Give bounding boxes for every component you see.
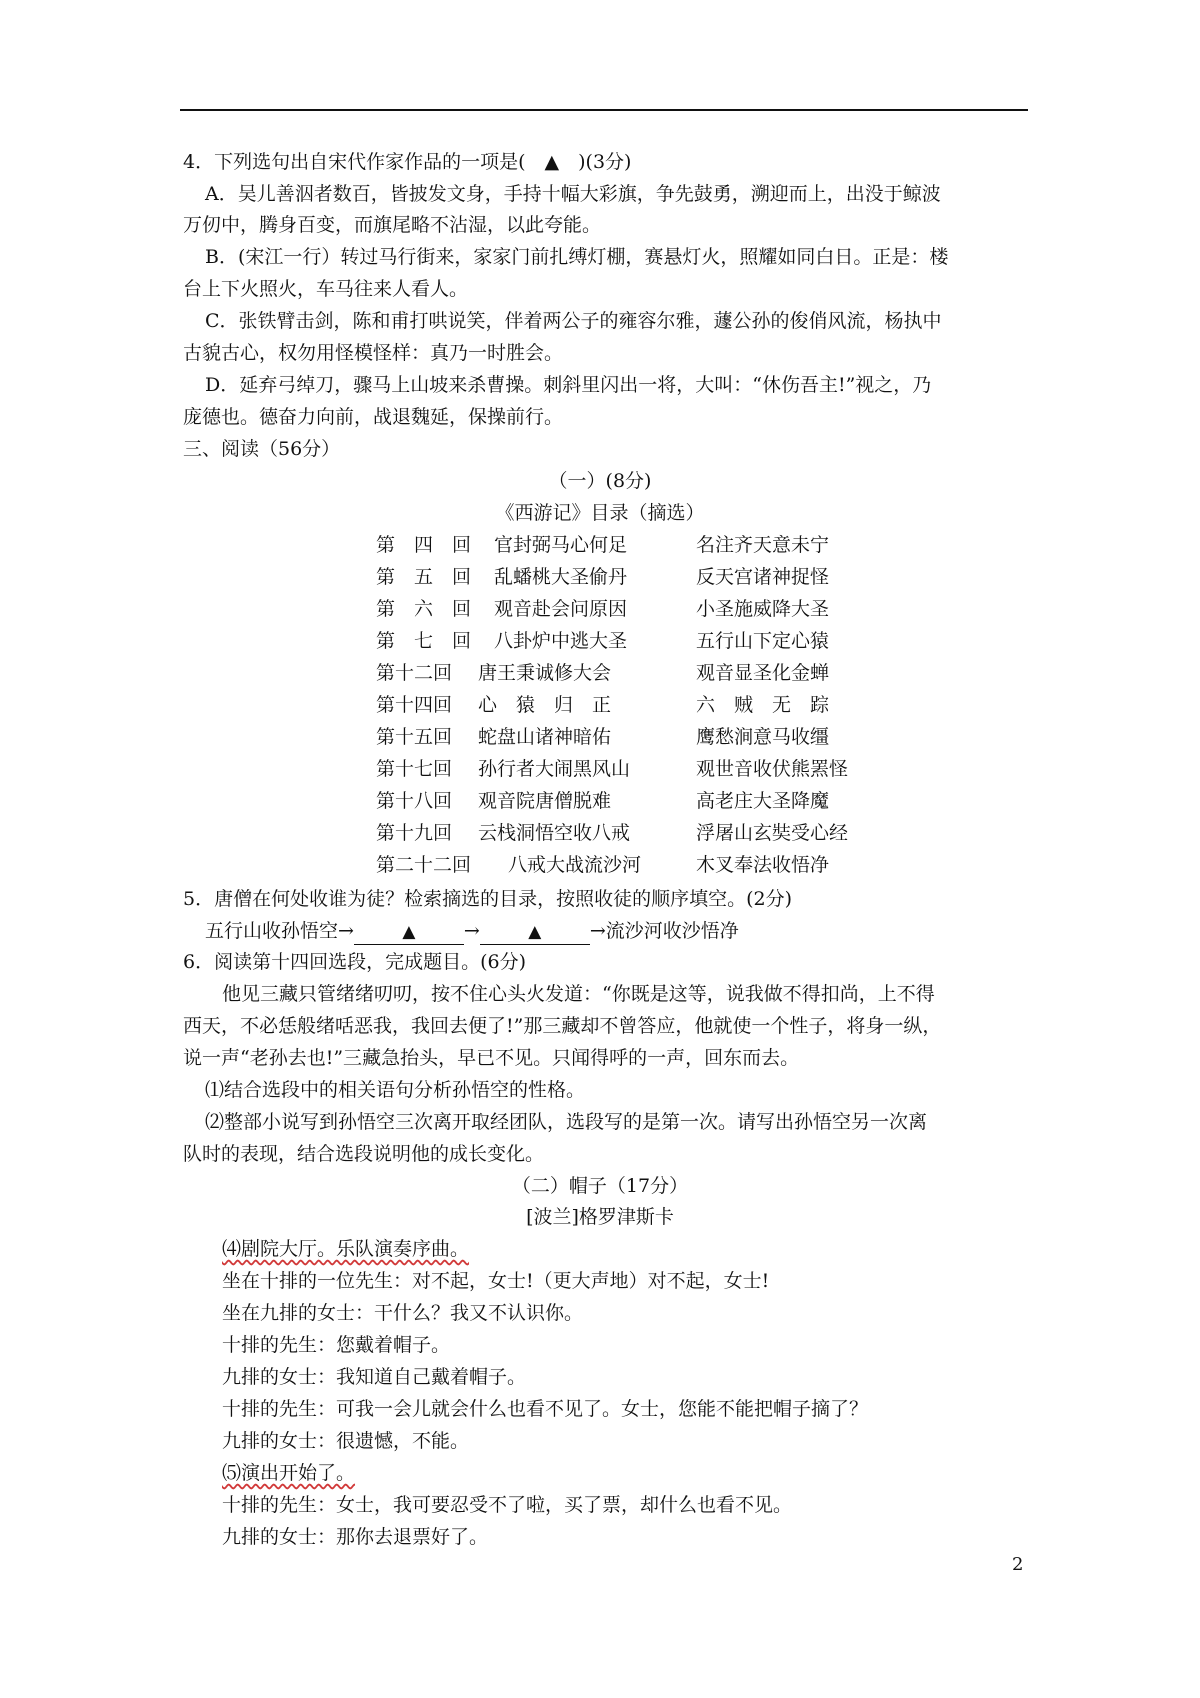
script-line	[222, 1237, 469, 1261]
toc-title-part1: 八戒大战流沙河	[508, 854, 642, 876]
toc-title-part2: 高老庄大圣降魔	[696, 790, 830, 812]
stage-direction-b: ⑸演出开始了。	[222, 1462, 356, 1484]
toc-chapter: 第十七回	[376, 758, 453, 780]
q4-option-b-line2: 台上下火照火，车马往来人看人。	[183, 278, 469, 300]
toc-title-part1: 八卦炉中逃大圣	[494, 630, 628, 652]
toc-chapter: 第十八回	[376, 790, 453, 812]
toc-title-part2: 观音显圣化金蝉	[696, 662, 830, 684]
script-line: 坐在十排的一位先生：对不起，女士!（更大声地）对不起，女士!	[222, 1270, 770, 1292]
toc-title-part2: 木叉奉法收悟净	[696, 854, 830, 876]
toc-title-part1: 观音赴会问原因	[494, 598, 628, 620]
toc-title-part2: 反天宫诸神捉怪	[696, 566, 830, 588]
q5-start: 五行山收孙悟空→	[205, 920, 354, 942]
toc-chapter: 第 五 回	[376, 566, 472, 588]
toc-chapter: 第 七 回	[376, 630, 472, 652]
stage-direction-a: ⑷剧院大厅。乐队演奏序曲。	[222, 1238, 470, 1260]
toc-chapter: 第十四回	[376, 694, 453, 716]
q4-option-c-line2: 古貌古心，权勿用怪模怪样：真乃一时胜会。	[183, 342, 564, 364]
toc-title-part1: 唐王秉诚修大会	[478, 662, 612, 684]
toc-title-part2: 浮屠山玄奘受心经	[696, 822, 849, 844]
toc-chapter: 第十二回	[376, 662, 453, 684]
q6-passage-line1: 他见三藏只管绪绪叨叨，按不住心头火发道：“你既是这等，说我做不得扣尚，上不得	[222, 983, 935, 1005]
q6-sub1: ⑴结合选段中的相关语句分析孙悟空的性格。	[205, 1079, 586, 1101]
script-line: 坐在九排的女士：干什么？我又不认识你。	[222, 1302, 584, 1324]
script-line: 九排的女士：我知道自己戴着帽子。	[222, 1366, 527, 1388]
header-rule	[180, 109, 1028, 111]
part2-author: [波兰]格罗津斯卡	[526, 1206, 674, 1228]
toc-title-part1: 心 猿 归 正	[478, 694, 612, 716]
toc-title-part2: 鹰愁涧意马收缰	[696, 726, 830, 748]
page-number: 2	[1012, 1554, 1024, 1575]
script-line	[222, 1461, 355, 1485]
q6-sub2-line1: ⑵整部小说写到孙悟空三次离开取经团队，选段写的是第一次。请写出孙悟空另一次离	[205, 1111, 928, 1133]
toc-title-part2: 五行山下定心猿	[696, 630, 830, 652]
script-line: 九排的女士：那你去退票好了。	[222, 1526, 489, 1548]
part2-heading: （二）帽子（17分）	[511, 1175, 689, 1197]
q5-stem: 5．唐僧在何处收谁为徒？检索摘选的目录，按照收徒的顺序填空。(2分)	[183, 888, 793, 910]
q4-stem: 4．下列选句出自宋代作家作品的一项是( ▲ )(3分)	[183, 151, 632, 173]
q6-sub2-line2: 队时的表现，结合选段说明他的成长变化。	[183, 1143, 545, 1165]
q4-option-d-line1: D．延弃弓绰刀，骤马上山坡来杀曹操。刺斜里闪出一将，大叫：“休伤吾主!”视之，乃	[205, 374, 932, 396]
toc-title-part2: 观世音收伏熊罴怪	[696, 758, 849, 780]
part1-heading: （一）(8分)	[548, 470, 652, 492]
q4-option-c-line1: C．张铁臂击剑，陈和甫打哄说笑，伴着两公子的雍容尔雅，蘧公孙的俊俏风流，杨执中	[205, 310, 942, 332]
toc-chapter: 第十五回	[376, 726, 453, 748]
q4-option-b-line1: B．(宋江一行）转过马行街来，家家门前扎缚灯棚，赛悬灯火，照耀如同白日。正是：楼	[205, 246, 949, 268]
toc-title-part1: 蛇盘山诸神暗佑	[478, 726, 612, 748]
toc-chapter: 第 六 回	[376, 598, 472, 620]
toc-chapter: 第十九回	[376, 822, 453, 844]
toc-title-part2: 名注齐天意未宁	[696, 534, 830, 556]
q4-option-a-line1: A．吴儿善泅者数百，皆披发文身，手持十幅大彩旗，争先鼓勇，溯迎而上，出没于鲸波	[205, 183, 941, 205]
triangle-marker: ▲	[402, 922, 416, 942]
toc-title-part1: 乱蟠桃大圣偷丹	[494, 566, 628, 588]
script-line: 九排的女士：很遗憾，不能。	[222, 1430, 470, 1452]
triangle-marker: ▲	[528, 922, 542, 942]
toc-title-part2: 小圣施威降大圣	[696, 598, 830, 620]
toc-title-part1: 孙行者大闹黑风山	[478, 758, 631, 780]
q5-blank-1[interactable]	[354, 919, 464, 945]
q6-passage-line3: 说一声“老孙去也!”三藏急抬头，早已不见。只闻得呼的一声，回东而去。	[183, 1047, 800, 1069]
toc-title: 《西游记》目录（摘选）	[495, 502, 705, 524]
toc-title-part1: 观音院唐僧脱难	[478, 790, 612, 812]
q5-end: →流沙河收沙悟净	[589, 920, 739, 942]
q4-option-d-line2: 庞德也。德奋力向前，战退魏延，保操前行。	[183, 406, 564, 428]
script-line: 十排的先生：女士，我可要忍受不了啦，买了票，却什么也看不见。	[222, 1494, 793, 1516]
toc-title-part1: 云栈洞悟空收八戒	[478, 822, 631, 844]
q5-blank-2[interactable]	[480, 919, 590, 945]
toc-title-part1: 官封弼马心何足	[494, 534, 628, 556]
toc-title-part2: 六 贼 无 踪	[696, 694, 830, 716]
q5-answer-line	[205, 919, 739, 945]
toc-chapter: 第二十二回	[376, 854, 472, 876]
script-line: 十排的先生：您戴着帽子。	[222, 1334, 451, 1356]
q6-passage-line2: 西天，不必恁般绪咶恶我，我回去便了!”那三藏却不曾答应，他就使一个性子，将身一纵，	[183, 1015, 942, 1037]
script-line: 十排的先生：可我一会儿就会什么也看不见了。女士，您能不能把帽子摘了？	[222, 1398, 869, 1420]
q5-arrow: →	[463, 920, 480, 942]
toc-chapter: 第 四 回	[376, 534, 472, 556]
q4-option-a-line2: 万仞中，腾身百变，而旗尾略不沾湿，以此夸能。	[183, 214, 602, 236]
section-heading-reading: 三、阅读（56分）	[183, 438, 341, 460]
q6-stem: 6．阅读第十四回选段，完成题目。(6分)	[183, 951, 527, 973]
